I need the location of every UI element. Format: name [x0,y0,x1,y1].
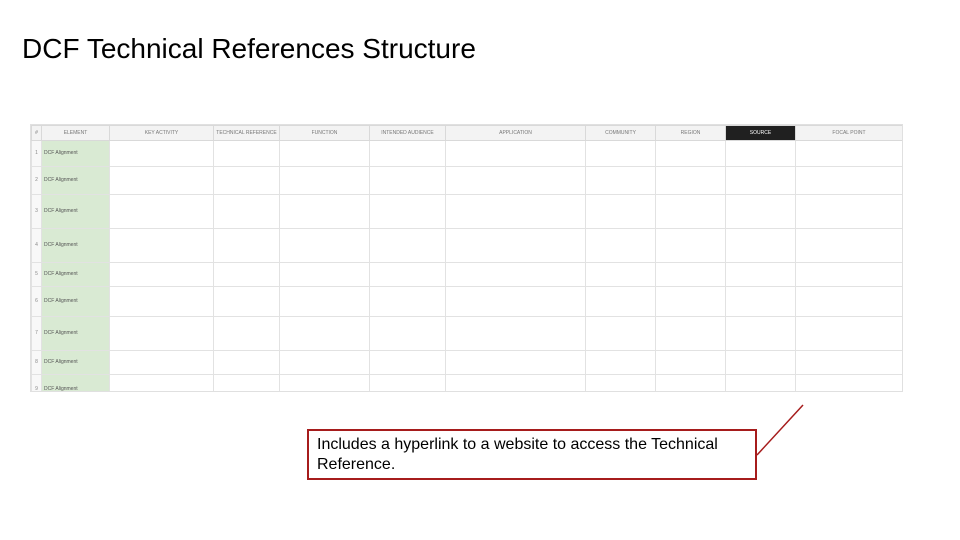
slide-title: DCF Technical References Structure [22,33,476,64]
header-cell: TECHNICAL REFERENCE [214,126,280,141]
table-cell: DCF Alignment [42,167,110,195]
header-cell: FUNCTION [280,126,370,141]
table-cell: DCF Alignment [42,287,110,317]
callout-box [307,429,757,480]
table-cell: DCF Alignment [42,351,110,375]
header-cell: # [32,126,42,141]
row-number-cell: 8 [32,351,42,375]
table-cell: DCF Alignment [42,195,110,229]
row-number-cell: 7 [32,317,42,351]
row-number-cell: 9 [32,375,42,393]
row-number-cell: 3 [32,195,42,229]
header-cell: KEY ACTIVITY [110,126,214,141]
table-cell: DCF Alignment [42,375,110,393]
table-cell: DCF Alignment [42,263,110,287]
row-number-cell: 5 [32,263,42,287]
header-cell: COMMUNITY [586,126,656,141]
row-number-cell: 4 [32,229,42,263]
pointer-line [757,405,803,455]
row-number-cell: 1 [32,141,42,167]
callout-text: Includes a hyperlink to a website to access the Technical Reference. [317,436,718,473]
header-cell-source: SOURCE [726,126,796,141]
header-cell: APPLICATION [446,126,586,141]
table-cell: DCF Alignment [42,141,110,167]
table-cell: DCF Alignment [42,317,110,351]
header-cell: FOCAL POINT [796,126,903,141]
table-cell: DCF Alignment [42,229,110,263]
row-number-cell: 6 [32,287,42,317]
header-cell: REGION [656,126,726,141]
row-number-cell: 2 [32,167,42,195]
header-cell: ELEMENT [42,126,110,141]
header-cell: INTENDED AUDIENCE [370,126,446,141]
